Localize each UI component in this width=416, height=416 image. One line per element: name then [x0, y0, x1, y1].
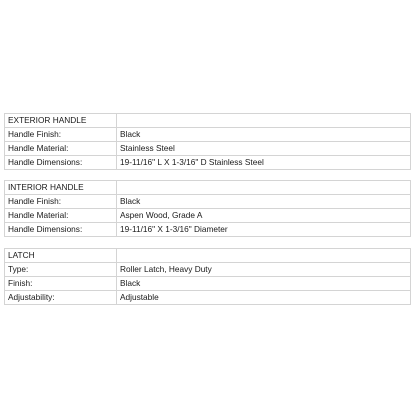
- spec-label: Handle Material:: [5, 142, 117, 156]
- table-header-row: [5, 181, 411, 195]
- spec-label: Handle Dimensions:: [5, 156, 117, 170]
- table-row: [5, 223, 411, 237]
- empty-cell: [117, 181, 411, 195]
- section-heading: EXTERIOR HANDLE: [5, 114, 117, 128]
- spec-value: Stainless Steel: [117, 142, 411, 156]
- spec-value: Black: [117, 195, 411, 209]
- spec-label: Handle Dimensions:: [5, 223, 117, 237]
- spec-label: Handle Material:: [5, 209, 117, 223]
- spec-label: Handle Finish:: [5, 128, 117, 142]
- spec-label: Handle Finish:: [5, 195, 117, 209]
- interior-handle-table: [4, 180, 411, 237]
- empty-cell: [117, 114, 411, 128]
- table-row: [5, 291, 411, 305]
- table-header-row: [5, 249, 411, 263]
- spec-value: 19-11/16" L X 1-3/16" D Stainless Steel: [117, 156, 411, 170]
- spec-value: Roller Latch, Heavy Duty: [117, 263, 411, 277]
- table-row: [5, 156, 411, 170]
- spec-value: Black: [117, 128, 411, 142]
- exterior-handle-table: [4, 113, 411, 170]
- spec-value: Adjustable: [117, 291, 411, 305]
- section-heading: INTERIOR HANDLE: [5, 181, 117, 195]
- spec-value: Black: [117, 277, 411, 291]
- spec-label: Type:: [5, 263, 117, 277]
- spec-label: Finish:: [5, 277, 117, 291]
- table-row: [5, 263, 411, 277]
- table-header-row: [5, 114, 411, 128]
- spec-value: 19-11/16" X 1-3/16" Diameter: [117, 223, 411, 237]
- spec-value: Aspen Wood, Grade A: [117, 209, 411, 223]
- table-row: [5, 195, 411, 209]
- table-row: [5, 128, 411, 142]
- table-row: [5, 142, 411, 156]
- section-heading: LATCH: [5, 249, 117, 263]
- table-row: [5, 277, 411, 291]
- table-row: [5, 209, 411, 223]
- empty-cell: [117, 249, 411, 263]
- spec-label: Adjustability:: [5, 291, 117, 305]
- latch-table: [4, 248, 411, 305]
